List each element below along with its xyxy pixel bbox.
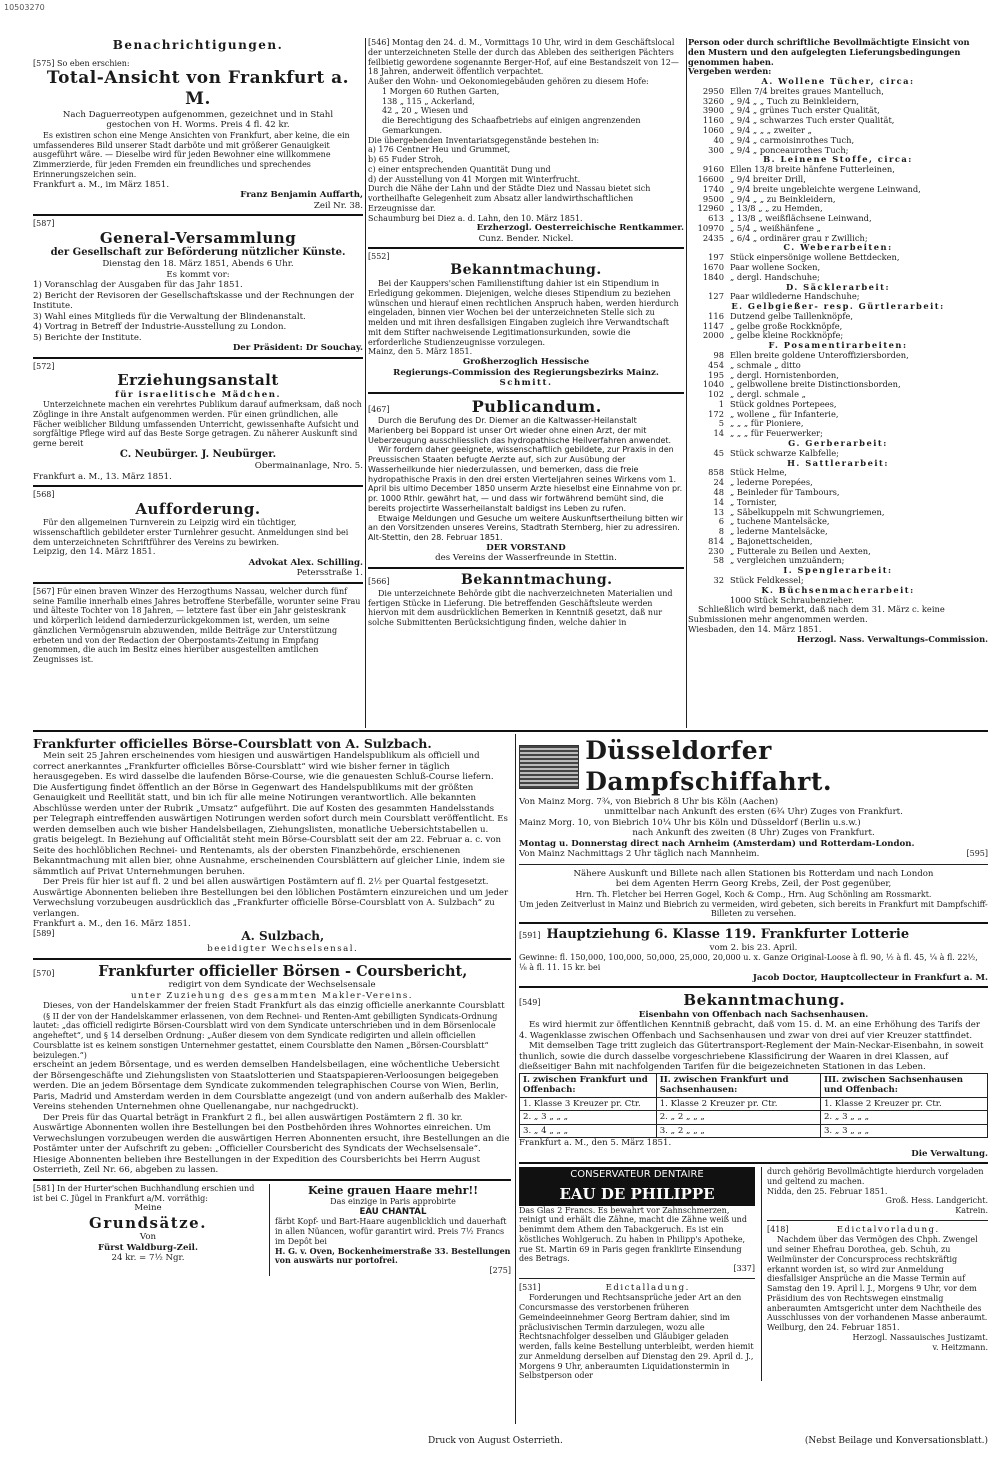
ad-title: Aufforderung. [135,499,261,518]
supply-list [688,77,988,605]
supply-item: „ 9/4 breiter Drill, [730,173,806,184]
supply-item: „ 9/4 „ „ „ zweiter „ [730,125,812,136]
supply-item: „ 9/4 „ ponceaurothes Tuch; [730,144,849,155]
supply-section-heading: D. Säcklerarbeit: [785,281,891,292]
supply-quantity: 1740 [702,183,724,194]
ad-lotterie: [591] Hauptziehung 6. Klasse 119. Frankfurter Lotterie vom 2. bis 23. April. Gewinne: fl. 150,000, 100,000, 50,000, 25,000, 20,000 u. x. Ganze Original-Loose à fl. 90, ½ à fl. 45, ¼ à fl. 22½, ⅛ à fl. 11. 15 kr. bei Jacob Doctor, Hauptcollecteur in Frankfurt a. M. [519,927,988,983]
supply-item: Paar wollene Socken, [730,261,821,272]
supply-item: „ dergl. schmale „ [730,389,806,400]
supply-item: Ellen 7/4 breites graues Mantelluch, [730,85,884,96]
supply-item: „ Säbelkuppeln mit Schwungriemen, [730,506,885,517]
supply-item: „ 9/4 „ schwarzes Tuch erster Qualität, [730,115,895,126]
supply-quantity: 5 [718,418,724,429]
supply-item: „ 9/4 „ „ zu Beinkleidern, [730,193,836,204]
supply-quantity: 2000 [702,330,724,341]
supply-quantity: 3900 [702,105,724,116]
ad-570: [570] Frankfurter officieller Börsen - Coursbericht, redigirt von dem Syndicate der Wechselsensale unter Zuziehung des gesammten Makler-Vereins. Dieses, von der Handelskammer der freien Stadt Frankfurt als das einzig officielle anerkannte Coursblatt (§ II der von der Handelskammer erlassenen, von dem Rechnei- und Renten-Amt gebilligten Syndicats-Ordnung lautet: „das officiell redigirte Börsen-Coursblatt wird von dem Syndicate unterschrieben und in dem Börsenlocale angeheftet“, und § 14 derselben Ordnung: „Außer diesem von dem Syndicate redigirten und allein officiellen Coursblatte ist es keinem sonstigen Unternehmer gestattet, einem Coursblatte den Namen „Börsen-Coursblatt“ beizulegen.“) erscheint an jedem Börsentage, und es werden demselben Handelsbeilagen, eine wöchentliche Uebersicht der Börsengeschäfte und Ziehungslisten von Staatslotterien und Staatspapieren-Verloosungen beigegeben werden. Die an jedem Börsentage dem Syndicate zukommenden telegraphischen Course von Wien, Berlin, Paris, Madrid und Amsterdam werden in dem Coursblatte angezeigt (und von andern außerhalb des Makler-Vereins stehenden Unternehmen ohne Quellenangabe, nur nachgedruckt). Der Preis für das Quartal beträgt in Frankfurt 2 fl., bei allen auswärtigen Postämtern 2 fl. 30 kr. Auswärtige Abonnenten wollen ihre Bestellungen bei den Postbehörden ihres Wohnortes einreichen. Um Verwechslungen vorzubeugen werden die auswärtigen Herren Abonnenten ersucht, ihre Bestellungen an die Postämter unter der Aufschrift zu geben: „Officieller Coursbericht des Syndicats der Wechselsensale“. Hiesige Abonnenten belieben ihre Bestellungen in der Expedition des Coursberichts bei Herrn August Osterrieth, Zeil Nr. 66, abgeben zu lassen. [33,962,510,1176]
supply-section-heading: C. Weberarbeiten: [783,242,893,253]
column-right: Person oder durch schriftliche Bevollmächtigte Einsicht von den Mustern und den aufgelegten Lieferungsbedingungen genommen haben. Vergeben werden: A. Wollene Tücher, circa: 2950 Ellen 7/4 breites graues Mantelluch, 3260 „ 9/4 „ „ Tuch zu Beinkleidern, 3900 „ 9/4 „ grünes Tuch erster Qualität, 1160 „ 9/4 „ schwarzes Tuch erster Qualität, 1060 „ 9/4 „ „ „ zweiter „ 40 „ 9/4 „ carmoisinrothes Tuch, 300 „ 9/4 „ ponceaurothes Tuch; B. Leinene Stoffe, circa: 9160 Ellen 13/8 breite hänfene Futterleinen, 16600 „ 9/4 breiter Drill, 1740 „ 9/4 breite ungebleichte wergene Leinwand, 9500 „ 9/4 „ „ zu Beinkleidern, 12960 „ 13/8 „ „ zu Hemden, 613 „ 13/8 „ weißflächsene Leinwand, 10970 „ 5/4 „ weißhänfene „ 2435 „ 6/4 „ ordinärer grau r Zwillich; C. Weberarbeiten: 197 Stück einpersönige wollene Bettdecken, 1670 Paar wollene Socken, 1840 „ dergl. Handschuhe; D. Säcklerarbeit: 127 Paar wildlederne Handschuhe; E. Gelbgießer- resp. Gürtlerarbeit: 116 Dutzend gelbe Taillenknöpfe, 1147 „ gelbe große Rockknöpfe, 2000 „ gelbe kleine Rockknöpfe; F. Posamentirarbeiten: 98 Ellen breite goldene Unteroffiziersborden, 454 „ schmale „ ditto 195 „ dergl. Hornistenborden, 1040 „ gelbwollene breite Distinctionsborden, 102 „ dergl. schmale „ 1 Stück goldnes Portepees, 172 „ wollene „ für Infanterie, 5 „ „ „ für Pioniere, 14 „ „ „ für Feuerwerker; G. Gerberarbeit: 45 Stück schwarze Kalbfelle; H. Sattlerarbeit: 858 Stück Helme, 24 „ lederne Porepées, 48 „ Beinleder für Tambours, 14 „ Tornister, 13 „ Säbelkuppeln mit Schwungriemen, 6 „ tuchene Mantelsäcke, 8 „ lederne Mantelsäcke, 814 „ Bajonettscheiden, 230 „ Futterale zu Beilen und Aexten, 58 „ vergleichen umzuändern; I. Spenglerarbeit: 32 Stück Feldkessel; K. Büchsenmacherarbeit: 1000 Stück Schraubenzieher. Schließlich wird bemerkt, daß nach dem 31. März c. keine Submissionen mehr angenommen werden. Wiesbaden, den 14. März 1851. Herzogl. Nass. Verwaltungs-Commission. [688,38,988,644]
supply-quantity: 858 [708,467,724,478]
supply-quantity: 40 [713,134,724,145]
divider [33,357,363,359]
column-rule [686,38,687,728]
ad-title: Hauptziehung 6. Klasse 119. Frankfurter Lotterie [546,927,910,943]
supply-quantity: 32 [713,574,724,585]
ad-nidda: durch gehörig Bevollmächtigte hierdurch vorgeladen und geltend zu machen. Nidda, den 25. Februar 1851. Groß. Hess. Landgericht. Katrein. [767,1167,988,1216]
supply-item: „ 13/8 „ weißflächsene Leinwand, [730,213,872,224]
supply-quantity: 16600 [697,173,724,184]
supply-quantity: 24 [713,477,724,488]
supply-quantity: 454 [708,359,724,370]
supply-item: Stück Feldkessel; [730,574,804,585]
supply-item: „ dergl. Hornistenborden, [730,369,839,380]
supply-item: Ellen breite goldene Unteroffiziersborden, [730,350,909,360]
lower-right [519,736,988,1432]
supply-item: „ gelbe große Rockknöpfe, [730,320,843,331]
divider [368,247,684,249]
supply-item: Paar wildlederne Handschuhe; [730,291,860,302]
column-left [33,38,363,728]
supply-item: Stück schwarze Kalbfelle; [730,447,839,458]
supplement-note: (Nebst Beilage und Konversationsblatt.) [804,1436,988,1446]
ad-552: [552] Bekanntmachung. Bei der Kauppers'schen Familienstiftung dahier ist ein Stipendium in Erledigung gekommen. Diejenigen, welche dieses Stipendium zu beziehen wünschen und hierauf einen rechtlichen Anspruch haben, werden hierdurch eingeladen, binnen vier Wochen bei der unterzeichneten Stelle sich zu melden und mit ihren desfallsigen Eingaben zugleich ihre Verwandtschaft mit dem Stifter nachweisende Legitimationsurkunden, sowie die erforderliche Studienzeugnisse vorzulegen. Mainz, den 5. März 1851. Großherzoglich Hessische Regierungs-Commission des Regierungsbezirks Mainz. Schmitt. [368,252,684,388]
ad-568: [568] Aufforderung. Für den allgemeinen Turnverein zu Leipzig wird ein tüchtiger, wissenschaftlich gebildeter erster Turnlehrer gesucht. Anmeldungen sind bei dem unterzeichneten Schriftführer des Vereins zu bewirken. Leipzig, den 14. März 1851. Advokat Alex. Schilling. Petersstraße 1. [33,490,363,579]
supply-quantity: 10970 [697,222,724,233]
fare-header: III. zwischen Sachsenhausen und Offenbach: [820,1073,987,1097]
ad-418: [418] Edictalvorladung. Nachdem über das Vermögen des Chph. Zwengel und seiner Ehefrau Dorothea, geb. Schuh, zu Weilmünster der Concursprocess rechtskräftig erkannt worden ist, so wird zur Anmeldung diesfallsiger Ansprüche an die Masse Termin auf Samstag den 19. April l. J., Morgens 9 Uhr, vor dem Präsidium des von Rechtswegen einstmalig anberaumten Amtsgericht unter dem Nachtheile des Ausschlusses von der vorhandenen Masse anberaumt. Weilburg, den 24. Februar 1851. Herzogl. Nassauisches Justizamt. v. Heitzmann. [767,1224,988,1352]
ad-546: [546] Montag den 24. d. M., Vormittags 10 Uhr, wird in dem Geschäftslocal der unterzeichneten Stelle der durch das Ableben des seitherigen Pächters feilbietig gewordene sogenannte Berger-Hof, auf eine Bestandszeit von 12—18 Jahren, anderweit öffentlich verpachtet. Außer den Wohn- und Oekonomiegebäuden gehören zu diesem Hofe: 1 Morgen 60 Ruthen Garten, 138 „ 115 „ Ackerland, 42 „ 20 „ Wiesen und die Berechtigung des Schaafbetriebs auf einigen angrenzenden Gemarkungen. Die übergebenden Inventariatsgegenstände bestehen in: a) 176 Centner Heu und Grummet, b) 65 Fuder Stroh, c) einer entsprechenden Quantität Dung und d) der Ausstellung von 41 Morgen mit Winterfrucht. Durch die Nähe der Lahn und der Städte Diez und Nassau bietet sich vortheilhafte Gelegenheit zum Absatz aller landwirthschaftlichen Erzeugnisse dar. Schaumburg bei Diez a. d. Lahn, den 10. März 1851. Erzherzogl. Oesterreichische Rentkammer. Cunz. Bender. Nickel. [368,38,684,244]
fare-header: I. zwischen Frankfurt und Offenbach: [520,1073,657,1097]
ad-581: [581] In der Hurter'schen Buchhandlung erschien und ist bei C. Jügel in Frankfurt a/M. vorräthig: Meine Grundsätze. Von Fürst Waldburg-Zeil. 24 kr. = 7½ Ngr. [33,1183,255,1264]
fare-header: II. zwischen Frankfurt und Sachsenhausen: [656,1073,820,1097]
supply-item: „ gelbe kleine Rockknöpfe; [730,330,844,341]
supply-item: „ 9/4 „ grünes Tuch erster Qualität, [730,105,880,116]
supply-quantity: 14 [713,496,724,507]
supply-section-heading: G. Gerberarbeit: [788,438,888,449]
supply-quantity: 2435 [702,232,724,243]
divider [519,864,988,865]
supply-item: „ 9/4 „ „ Tuch zu Beinkleidern, [730,95,860,106]
supply-quantity: 3260 [702,95,724,106]
supply-item: „ „ „ für Feuerwerker; [730,428,823,439]
ad-title: Bekanntmachung. [683,991,846,1010]
supply-quantity: 98 [713,350,724,360]
steamship-icon [519,745,579,789]
ad-572: [572] Erziehungsanstalt für israelitische Mädchen. Unterzeichnete machen ein verehrtes Publikum darauf aufmerksam, daß noch Zöglinge in ihre Anstalt aufgenommen werden. Für einen gründlichen, alle Fächer weiblicher Bildung umfassenden Unterricht, gewissenhafte Aufsicht und sorgfältige Pflege wird auf das Beste Sorge getragen. Zu näherer Auskunft sind gerne bereit C. Neubürger. J. Neubürger. Obermainanlage, Nro. 5. Frankfurt a. M., 13. März 1851. [33,361,363,482]
supply-item: Stück goldnes Portepees, [730,398,837,409]
supply-quantity: 127 [708,291,724,302]
ad-eau-chantal: Keine grauen Haare mehr!! Das einzige in Paris approbirte EAU CHANTAL färbt Kopf- und Bart-Haare augenblicklich und dauerhaft in allen Nüancen, wofür garantirt wird. Preis 7½ Francs im Depôt bei H. G. v. Oven, Bockenheimerstraße 33. Bestellungen von auswärts nur portofrei. [275] [269,1184,511,1276]
ad-549: [549] Bekanntmachung. Eisenbahn von Offenbach nach Sachsenhausen. Es wird hiermit zur öffentlichen Kenntniß gebracht, daß vom 15. d. M. an eine Erhöhung des Tarifs der 4. Wagenklasse zwischen Offenbach und Sachsenhausen und zwar von drei auf vier Kreuzer stattfindet. Mit demselben Tage tritt zugleich das Gütertransport-Reglement der Main-Neckar-Eisenbahn, in soweit thunlich, sowie die durch dasselbe vorgeschriebene Klassificirung der Waaren in drei Klassen, auf dießseitiger Bahn mit nachfolgenden Tarifen für die beigezeichneten Stationen in das Leben. I. zwischen Frankfurt und Offenbach: II. zwischen Frankfurt und Sachsenhausen: III. zwischen Sachsenhausen und Offenbach: 1. Klasse 3 Kreuzer pr. Ctr. 1. Klasse 2 Kreuzer pr. Ctr. 1. Klasse 2 Kreuzer pr. Ctr. 2. „ 3 „ „ „ 2. „ 2 „ „ „ 2. „ 3 „ „ „ 3. „ 4 „ „ „ 3. „ 2 „ „ „ 3. „ 3 „ „ „ Frankfurt a. M., den 5. März 1851. Die Verwaltung. [519,991,988,1159]
supply-item: „ 9/4 breite ungebleichte wergene Leinwand, [730,183,921,194]
fare-row: 3. „ 4 „ „ „ 3. „ 2 „ „ „ 3. „ 3 „ „ „ [520,1124,988,1137]
supply-section-heading: E. Gelbgießer- resp. Gürtlerarbeit: [731,301,945,312]
supply-section-heading: H. Sattlerarbeit: [787,457,889,468]
supply-section-heading: B. Leinene Stoffe, circa: [763,154,913,165]
divider [33,958,511,960]
divider [519,922,988,924]
supply-item: „ vergleichen umzuändern; [730,555,845,566]
ad-title: Total-Ansicht von Frankfurt a. M. [46,68,350,110]
supply-item: „ dergl. Handschuhe; [730,271,820,282]
supply-quantity: 45 [713,447,724,458]
ad-title: Erziehungsanstalt [117,371,279,390]
supply-quantity: 6 [718,516,724,527]
column-middle [368,38,684,728]
divider [519,1278,755,1279]
ad-575: [575] So eben erschien: Total-Ansicht von Frankfurt a. M. Nach Daguerreotypen aufgenommen, gezeichnet und in Stahl gestochen von H. Worms. Preis 4 fl. 42 kr. Es existiren schon eine Menge Ansichten von Frankfurt, aber keine, die ein umfassenderes Bild unserer Stadt darböte und mit größerer Genauigkeit ausgeführt wäre. — Dieselbe wird für jeden Bewohner eine willkommene Zimmerzierde, für jeden Fremden ein freundliches und sprechendes Erinnerungszeichen sein. Frankfurt a. M., im März 1851. Franz Benjamin Auffarth, Zeil Nr. 38. [33,58,363,211]
supply-item: „ 5/4 „ weißhänfene „ [730,222,821,233]
supply-section-heading: K. Büchsenmacherarbeit: [761,584,915,595]
supply-quantity: 1040 [702,379,724,390]
ad-title: Frankfurter officielles Börse-Coursblatt von A. Sulzbach. [33,736,432,751]
supply-item: „ Futterale zu Beilen und Aexten, [730,545,871,556]
supply-item: Stück einpersönige wollene Bettdecken, [730,252,900,263]
ad-567: [567] Für einen braven Winzer des Herzogthums Nassau, welcher durch fünf seine Familie innerhalb eines Jahres betroffene Sterbefälle, worunter seine Frau und älteste Tochter von 18 Jahren, — letztere fast über ein Jahr geisteskrank und körperlich leidend darniederzurückgekommen ist, werden, um seine gänzlichen Vermögensruin abzuwenden, milde Beiträge zur Unterstützung erbeten und von der Redaction der Oberpostamts-Zeitung in Empfang genommen, die auch im Besitz eines hierüber ausgestellten amtlichen Zeugnisses ist. [33,586,361,665]
ad-title: Bekanntmachung. [461,571,613,588]
ad-dampfschiffahrt: Düsseldorfer Dampfschiffahrt. Von Mainz Morg. 7¾, von Biebrich 8 Uhr bis Köln (Aachen) unmittelbar nach Ankunft des ersten (6¾ Uhr) Zuges von Frankfurt. Mainz Morg. 10, von Biebrich 10¼ Uhr bis Köln und Düsseldorf (Berlin u.s.w.) nach Ankunft des zweiten (8 Uhr) Zuges von Frankfurt. Montag u. Donnerstag direct nach Arnheim (Amsterdam) und Rotterdam-London. Von Mainz Nachmittags 2 Uhr täglich nach Mannheim. [595] Nähere Auskunft und Billete nach allen Stationen bis Rotterdam und nach London bei dem Agenten Herrn Georg Krebs, Zeil, der Post gegenüber, Hrn. Th. Fletcher bei Herren Gogel, Koch & Comp., Hrn. Aug Schönling am Rossmarkt. Um jeden Zeitverlust in Mainz und Biebrich zu vermeiden, wird gebeten, sich bereits in Frankfurt mit Dampfschiff-Billeten zu versehen. [519,736,988,919]
supply-quantity: 814 [708,535,724,546]
divider [767,1220,988,1221]
divider [33,214,363,216]
supply-item: „ tuchene Mantelsäcke, [730,516,830,527]
ad-title: Publicandum. [471,396,602,416]
supply-quantity: 1 [718,398,724,409]
divider [519,986,988,988]
supply-section-heading: A. Wollene Tücher, circa: [761,76,915,87]
supply-quantity: 197 [708,252,724,263]
ad-title: Frankfurter officieller Börsen - Coursbericht, [98,962,468,980]
supply-quantity: 1160 [702,115,724,126]
ad-467: [467] Publicandum. Durch die Berufung des Dr. Diemer an die Kaltwasser-Heilanstalt Marienberg bei Boppard ist unser Ort wieder ohne einen Arzt, der mit Ueberzeugung ausschliesslich das hydropathische Heilverfahren anwendet. Wir fordern daher geeignete, wissenschaftlich gebildete, zur Praxis in den Preussischen Staaten befugte Aerzte auf, sich zur Ausübung der Wasserheilkunde hier niederzulassen, und bemerken, dass die freie hydropathische Praxis in den drei ersten Vierteljahren seines Wirkens vom 1. April bis ultimo December 1850 unserm Arzte hieselbst eine Einnahme von pr. pr. 1000 Rthlr. gewährt hat, — und dass wir fortwährend bemüht sind, die bereits projectirte Wasserheilanstalt baldigst ins Leben zu rufen. Etwaige Meldungen und Gesuche um weitere Auskunftsertheilung bitten wir an den Vorsitzenden unseres Vereins, Stadtrath Sternberg, hier zu adressiren. Alt-Stettin, den 28. Februar 1851. DER VORSTAND des Vereins der Wasserfreunde in Stettin. [368,396,683,564]
supply-item: „ wollene „ für Infanterie, [730,408,839,419]
lower-left [33,736,511,1432]
fare-table [519,1073,988,1138]
supply-quantity: 58 [713,555,724,566]
printer-line: Druck von August Osterrieth. [428,1436,563,1446]
supply-quantity: 116 [708,310,724,321]
divider [33,582,363,584]
divider [33,1179,511,1181]
divider [33,730,988,732]
supply-item: Ellen 13/8 breite hänfene Futterleinen, [730,164,895,175]
supply-item: „ 6/4 „ ordinärer grau r Zwillich; [730,232,868,243]
supply-item: „ lederne Porepées, [730,477,813,488]
column-rule [515,734,516,1424]
ad-531: [531] Edictalladung. Forderungen und Rechtsansprüche jeder Art an den Concursmasse des verstorbenen früheren Gemeindeeinnehmer Georg Bertram dahier, sind im präclusivischen Termin darzulegen, wozu alle Rechtsnachfolger desselben und Gläubiger geladen werden, falls keine Bestellung unterbleibt, werden hiemit zur Anmeldung derselben auf Dienstag den 29. April d. J., Morgens 9 Uhr, anberaumten Liquidationstermin in Selbstperson oder [519,1282,754,1381]
supply-quantity: 1147 [702,320,724,331]
supply-item: „ schmale „ ditto [730,359,801,370]
ad-589: Frankfurter officielles Börse-Coursblatt von A. Sulzbach. Mein seit 25 Jahren erscheinendes vom hiesigen und auswärtigen Handelspublikum als officiell und correct anerkanntes „Frankfurter officielles Börse-Coursblatt“ wird wie bisher ferner in täglich herausgegeben. Es wird dasselbe die laufenden Börse-Course, wie die genauesten Schluß-Course liefern. Die Ausfertigung findet öffentlich an der Börse in Gegenwart des Handelspublikums mit der größten Genauigkeit und Reellität statt, und bin ich für alle meine Notirungen verantwortlich. Alle bekannten Abschlüsse werden unter der Rubrik „Umsatz“ aufgeführt. Die auf Kosten des gesammten Handelsstands per Telegraph eintreffenden auswärtigen Notirungen werden sofort durch mein Coursblatt veröffentlicht. Es werden demselben auch wie bisher Handelsbeilagen, Ziehungslisten, monatliche Uebersichtstabellen u. gratis beigelegt. In Beziehung auf Officialität steht mein Börse-Coursblatt seit der am 22. Februar a. c. von Seite des hochlöblichen Rechnei- und Rentenamts, als der obersten Finanzbehörde, erschienenen Bekanntmachung mit allen bier, ohne Ausnahme, erscheinenden Coursblättern auf gleicher Linie, indem sie sämmtlich auf Privat Unternehmungen beruhen. Der Preis für hier ist auf fl. 2 und bei allen auswärtigen Postämtern auf fl. 2½ per Quartal festgesetzt. Auswärtige Abonnenten belieben ihre Bestellungen bei den löblichen Postämtern einzureichen und um jeder Verwechslung vorzubeugen ausdrücklich das „Frankfurter officielle Börse-Coursblatt von A. Sulzbach“ zu verlangen. Frankfurt a. M., den 16. März 1851. [589] A. Sulzbach, beeidigter Wechselsensal. [33,736,511,955]
supply-section-heading: I. Spenglerarbeit: [783,565,893,576]
divider [368,567,684,569]
supply-quantity: 300 [708,144,724,155]
supply-quantity: 102 [708,389,724,400]
supply-item: „ lederne Mantelsäcke, [730,526,828,537]
ad-587: [587] General-Versammlung der Gesellschaft zur Beförderung nützlicher Künste. Dienstag den 18. März 1851, Abends 6 Uhr. Es kommt vor: 1) Voranschlag der Ausgaben für das Jahr 1851. 2) Bericht der Revisoren der Gesellschaftskasse und der Rechnungen der Institute. 3) Wahl eines Mitglieds für die Verwaltung der Blindenanstalt. 4) Vortrag in Betreff der Industrie-Ausstellung zu London. 5) Berichte der Institute. Der Präsident: Dr Souchay. [33,219,363,354]
supply-quantity: 1060 [702,125,724,136]
divider [519,1162,988,1164]
supply-quantity: 2950 [702,85,724,96]
supply-item: „ „ „ für Pioniere, [730,418,804,429]
supply-quantity: 613 [708,213,724,224]
ad-title: Düsseldorfer Dampfschiffahrt. [585,736,833,796]
divider [33,485,363,487]
supply-quantity: 195 [708,369,724,380]
divider [368,392,684,394]
supply-quantity: 1670 [702,261,724,272]
supply-item: „ 13/8 „ „ zu Hemden, [730,203,823,214]
supply-quantity: 13 [713,506,724,517]
fare-row: 2. „ 3 „ „ „ 2. „ 2 „ „ „ 2. „ 3 „ „ „ [520,1111,988,1124]
supply-quantity: 8 [718,526,724,537]
supply-item: „ Bajonettscheiden, [730,535,813,546]
supply-quantity: 14 [713,428,724,439]
supply-item: „ gelbwollene breite Distinctionsborden, [730,379,901,390]
supply-quantity: 12960 [697,203,724,214]
ad-eau-de-philippe: CONSERVATEUR DENTAIRE EAU DE PHILIPPE Das Glas 2 Francs. Es bewahrt vor Zahnschmerzen, reinigt und erhält die Zähne, macht die Zähne weiß und benimmt dem Athem den Tabackgeruch. Es ist ein köstliches Wohlgeruch. Zu haben in Philipp's Apotheke, rue St. Martin 69 in Paris gegen franklirte Einsendung des Betrags. [337] [519,1169,755,1274]
supply-quantity: 9500 [702,193,724,204]
supply-item: Dutzend gelbe Taillenknöpfe, [730,310,853,321]
supply-quantity: 1840 [702,271,724,282]
supply-item: „ 9/4 „ carmoisinrothes Tuch, [730,134,855,145]
ad-title: Bekanntmachung. [450,261,602,278]
supply-quantity: 172 [708,408,724,419]
supply-item: Stück Helme, [730,467,787,478]
fare-row: 1. Klasse 3 Kreuzer pr. Ctr. 1. Klasse 2 Kreuzer pr. Ctr. 1. Klasse 2 Kreuzer pr. Ctr. [520,1097,988,1110]
supply-quantity: 9160 [702,164,724,175]
supply-item: 1000 Stück Schraubenzieher. [730,594,854,605]
ad-title: General-Versammlung [99,228,297,247]
supply-quantity: 230 [708,545,724,556]
supply-item: „ Tornister, [730,496,777,507]
supply-section-heading: F. Posamentirarbeiten: [768,340,908,351]
supply-quantity: 48 [713,486,724,497]
ad-566: [566] Bekanntmachung. Die unterzeichnete Behörde gibt die nachverzeichneten Materialien und fertigen Stücke in Lieferung. Die betreffenden Geschäftsleute werden hiervon mit dem ausdrücklichen Bemerken in Kenntniß gesetzt, daß nur solche Submittenten Berücksichtigung finden, welche dahier in [368,572,684,628]
supply-item: „ Beinleder für Tambours, [730,486,840,497]
section-heading: Benachrichtigungen. [112,38,284,52]
page-id: 10503270 [4,3,45,12]
column-rule [365,38,366,728]
